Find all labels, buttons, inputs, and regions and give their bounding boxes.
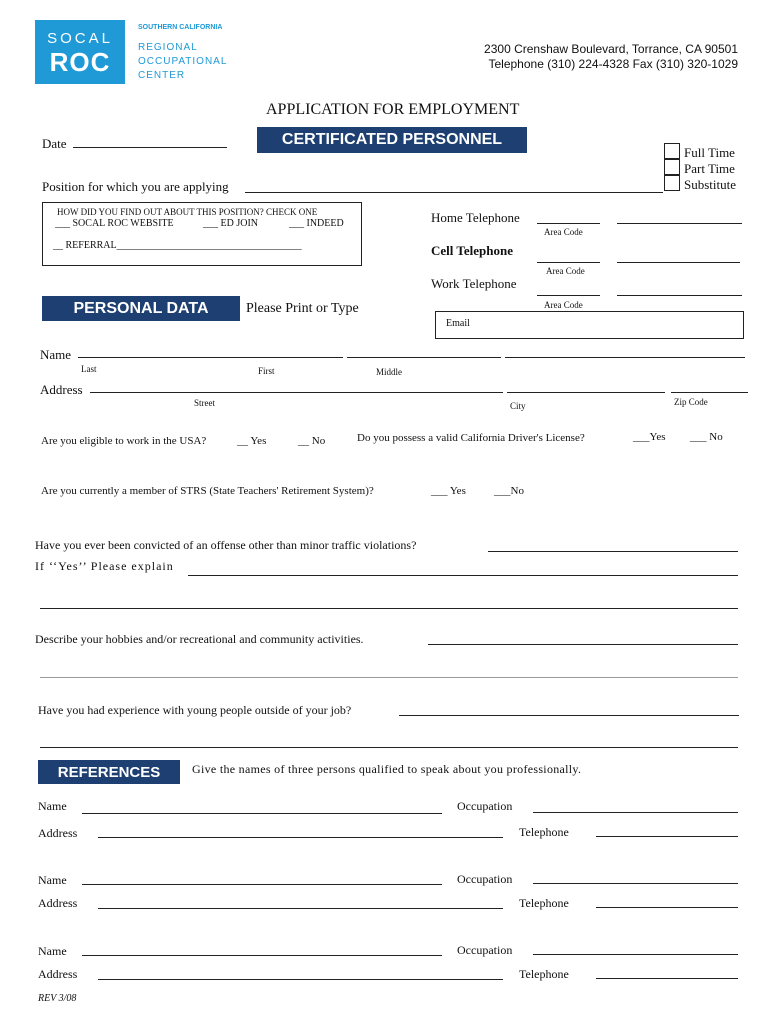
address-label: Address — [40, 382, 83, 397]
home-telephone-label: Home Telephone — [431, 210, 520, 225]
ref1-address-field[interactable] — [98, 837, 503, 838]
found-referral[interactable]: __ REFERRAL_____________________________________ — [53, 240, 302, 251]
cell-telephone-field[interactable] — [617, 262, 740, 263]
ref3-telephone-field[interactable] — [596, 978, 738, 979]
references-banner: REFERENCES — [38, 760, 180, 784]
eligible-yes[interactable]: __ Yes — [237, 435, 267, 447]
ref1-occupation-label: Occupation — [457, 799, 513, 813]
revision-note: REV 3/08 — [38, 993, 77, 1004]
license-no[interactable]: ___ No — [690, 431, 723, 443]
certificated-banner: CERTIFICATED PERSONNEL — [257, 127, 527, 153]
logo-line1: SOCAL — [47, 30, 113, 47]
ref1-telephone-label: Telephone — [519, 825, 569, 839]
ref1-telephone-field[interactable] — [596, 836, 738, 837]
license-yes[interactable]: ___Yes — [633, 431, 666, 443]
ref3-telephone-label: Telephone — [519, 967, 569, 981]
experience-field-2[interactable] — [40, 747, 738, 748]
zip-field[interactable] — [671, 392, 748, 393]
header-phone: Telephone (310) 224-4328 Fax (310) 320-1029 — [488, 57, 738, 71]
ref3-occupation-field[interactable] — [533, 954, 738, 955]
home-telephone-field[interactable] — [617, 223, 742, 224]
found-indeed[interactable]: ___ INDEED — [289, 218, 344, 229]
home-area-code-field[interactable] — [537, 223, 600, 224]
logo-tag3: OCCUPATIONAL — [138, 56, 228, 67]
explain-label: If ‘‘Yes’’ Please explain — [35, 559, 174, 573]
full-time-label: Full Time — [684, 145, 735, 160]
substitute-label: Substitute — [684, 177, 737, 192]
logo-tag1: SOUTHERN CALIFORNIA — [138, 24, 223, 31]
logo-line2: ROC — [49, 47, 111, 77]
ref1-name-field[interactable] — [82, 813, 442, 814]
personal-data-banner: PERSONAL DATA — [42, 296, 240, 321]
work-area-code-label: Area Code — [544, 300, 583, 310]
work-area-code-field[interactable] — [537, 295, 600, 296]
substitute-checkbox[interactable] — [664, 175, 680, 191]
experience-question: Have you had experience with young people outside of your job? — [38, 703, 352, 717]
ref1-address-label: Address — [38, 826, 78, 840]
city-label: City — [510, 401, 526, 411]
first-name-field[interactable] — [347, 357, 501, 358]
ref3-address-field[interactable] — [98, 979, 503, 980]
street-label: Street — [194, 398, 215, 408]
logo-tag2: REGIONAL — [138, 42, 198, 53]
city-field[interactable] — [507, 392, 665, 393]
ref2-occupation-label: Occupation — [457, 872, 513, 886]
hobbies-field-1[interactable] — [428, 644, 738, 645]
explain-field-2[interactable] — [40, 608, 738, 609]
form-title: APPLICATION FOR EMPLOYMENT — [266, 101, 520, 118]
convicted-question: Have you ever been convicted of an offense other than minor traffic violations? — [35, 538, 417, 552]
explain-field-1[interactable] — [188, 575, 738, 576]
last-label: Last — [81, 364, 97, 374]
part-time-label: Part Time — [684, 161, 735, 176]
ref2-occupation-field[interactable] — [533, 883, 738, 884]
found-header: HOW DID YOU FIND OUT ABOUT THIS POSITION? CHECK ONE — [57, 207, 318, 217]
middle-label: Middle — [376, 367, 402, 377]
email-field[interactable] — [435, 311, 744, 339]
ref2-telephone-label: Telephone — [519, 896, 569, 910]
hobbies-field-2[interactable] — [40, 677, 738, 678]
work-telephone-field[interactable] — [617, 295, 742, 296]
ref2-name-label: Name — [38, 873, 67, 887]
ref3-occupation-label: Occupation — [457, 943, 513, 957]
ref2-address-label: Address — [38, 896, 78, 910]
first-label: First — [258, 366, 275, 376]
found-box — [42, 202, 362, 266]
email-label: Email — [446, 318, 470, 329]
header-address: 2300 Crenshaw Boulevard, Torrance, CA 90501 — [484, 42, 738, 56]
socal-roc-logo — [35, 20, 125, 84]
eligible-no[interactable]: __ No — [298, 435, 326, 447]
name-label: Name — [40, 347, 72, 362]
street-field[interactable] — [90, 392, 503, 393]
cell-area-code-label: Area Code — [546, 266, 585, 276]
ref2-name-field[interactable] — [82, 884, 442, 885]
full-time-checkbox[interactable] — [664, 143, 680, 159]
date-field[interactable] — [73, 147, 227, 148]
cell-area-code-field[interactable] — [537, 262, 600, 263]
experience-field-1[interactable] — [399, 715, 739, 716]
ref3-name-field[interactable] — [82, 955, 442, 956]
convicted-field[interactable] — [488, 551, 738, 552]
logo-tag4: CENTER — [138, 70, 186, 81]
found-socal-roc-website[interactable]: ___ SOCAL ROC WEBSITE — [55, 218, 174, 229]
hobbies-question: Describe your hobbies and/or recreational and community activities. — [35, 632, 364, 646]
last-name-field[interactable] — [78, 357, 343, 358]
position-field[interactable] — [245, 192, 663, 193]
eligible-question: Are you eligible to work in the USA? — [41, 435, 207, 447]
middle-name-field[interactable] — [505, 357, 745, 358]
print-note: Please Print or Type — [246, 301, 359, 316]
strs-yes[interactable]: ___ Yes — [431, 485, 466, 497]
cell-telephone-label: Cell Telephone — [431, 243, 513, 258]
found-ed-join[interactable]: ___ ED JOIN — [203, 218, 258, 229]
ref1-occupation-field[interactable] — [533, 812, 738, 813]
ref3-name-label: Name — [38, 944, 67, 958]
zip-label: Zip Code — [674, 397, 708, 407]
date-label: Date — [42, 136, 67, 151]
part-time-checkbox[interactable] — [664, 159, 680, 175]
position-label: Position for which you are applying — [42, 179, 229, 194]
ref1-name-label: Name — [38, 799, 67, 813]
ref2-telephone-field[interactable] — [596, 907, 738, 908]
ref3-address-label: Address — [38, 967, 78, 981]
references-note: Give the names of three persons qualified to speak about you professionally. — [192, 762, 582, 776]
work-telephone-label: Work Telephone — [431, 276, 517, 291]
home-area-code-label: Area Code — [544, 227, 583, 237]
ref2-address-field[interactable] — [98, 908, 503, 909]
strs-no[interactable]: ___No — [494, 485, 524, 497]
license-question: Do you possess a valid California Driver's License? — [357, 432, 585, 444]
strs-question: Are you currently a member of STRS (State Teachers' Retirement System)? — [41, 485, 374, 497]
